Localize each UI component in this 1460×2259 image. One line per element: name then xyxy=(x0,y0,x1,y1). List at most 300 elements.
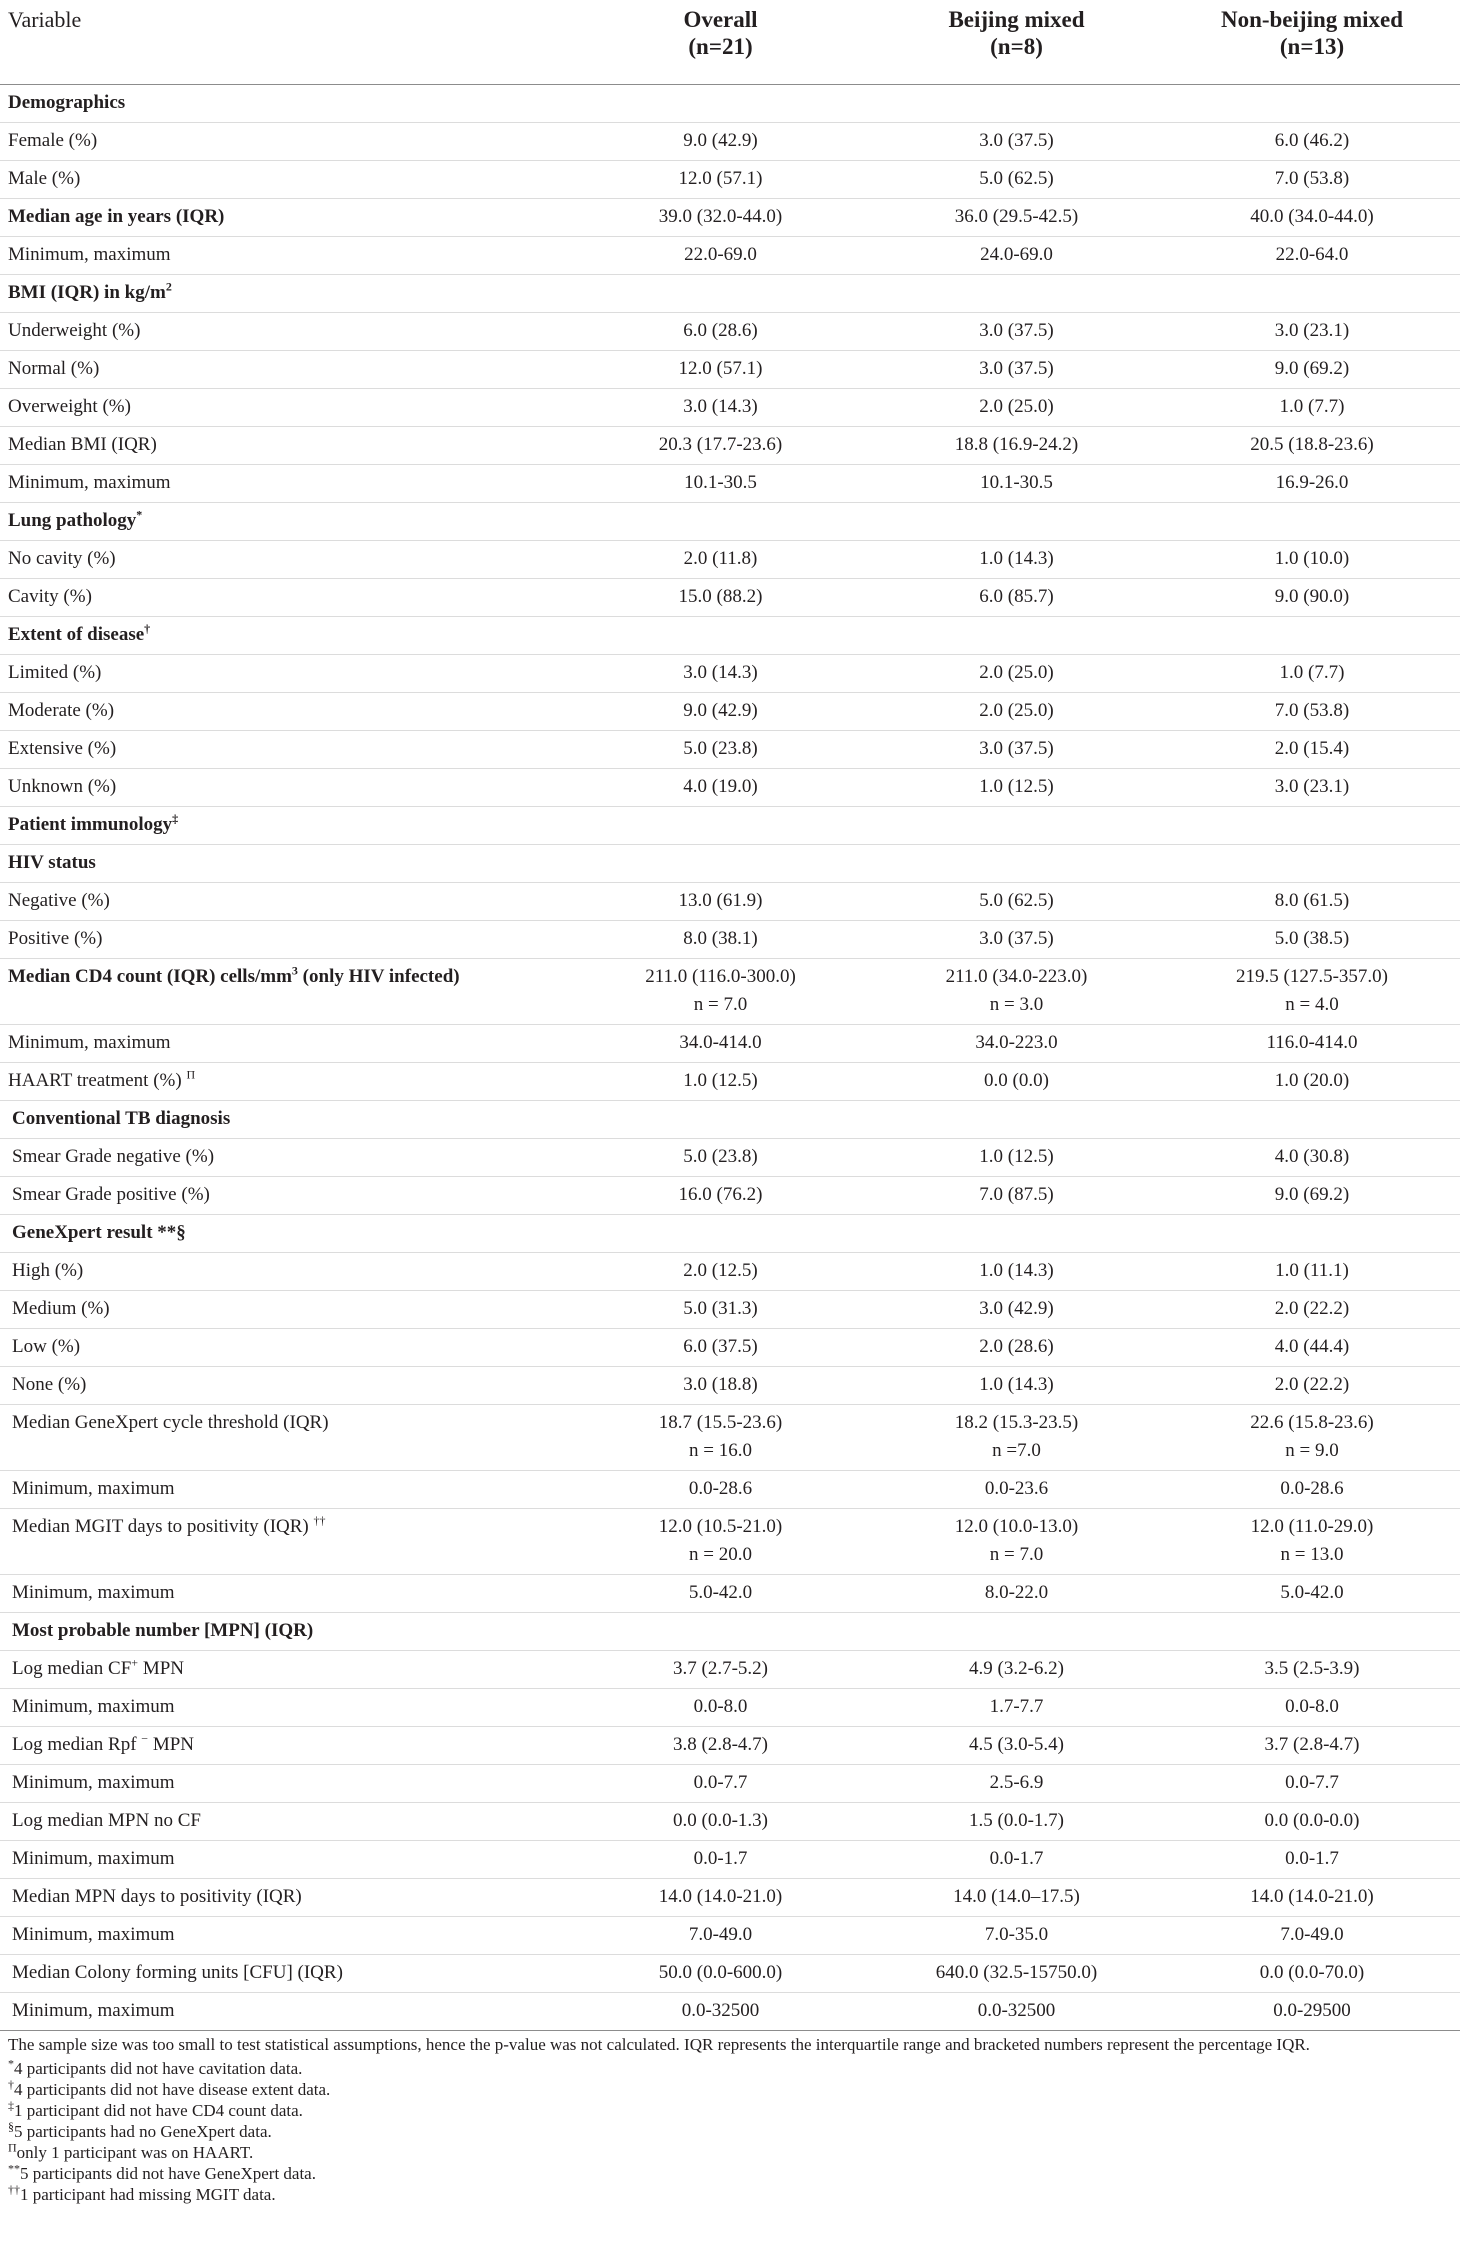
cell-value: 0.0 (0.0-0.0) xyxy=(1264,1810,1360,1831)
cell-value: 8.0-22.0 xyxy=(984,1582,1049,1603)
cell-beijing xyxy=(869,1025,1164,1063)
row-label xyxy=(0,1765,572,1803)
cell-nonbeijing xyxy=(1164,427,1460,465)
table-row xyxy=(0,1139,1460,1177)
cell-nonbeijing xyxy=(1164,1841,1460,1879)
cell-nonbeijing xyxy=(1164,1917,1460,1955)
table-row xyxy=(0,161,1460,199)
cell-value: 8.0 (61.5) xyxy=(1274,890,1350,911)
cell-overall xyxy=(572,1101,869,1139)
cell-overall xyxy=(572,541,869,579)
cell-nonbeijing xyxy=(1164,617,1460,655)
row-label xyxy=(0,731,572,769)
table-row xyxy=(0,807,1460,845)
cell-value: 0.0-8.0 xyxy=(1285,1696,1339,1717)
cell-nonbeijing xyxy=(1164,199,1460,237)
cell-overall xyxy=(572,1727,869,1765)
row-label-text: Limited (%) xyxy=(8,662,102,683)
table-row xyxy=(0,845,1460,883)
cell-value: 0.0 (0.0-70.0) xyxy=(1259,1962,1365,1983)
footnote-mark: § xyxy=(8,2119,14,2134)
cell-overall xyxy=(572,1993,869,2031)
cell-overall xyxy=(572,845,869,883)
cell-value: 0.0-7.7 xyxy=(1285,1772,1339,1793)
row-label xyxy=(0,389,572,427)
cell-nonbeijing xyxy=(1164,1101,1460,1139)
cell-nonbeijing xyxy=(1164,731,1460,769)
cell-value: 2.0 (25.0) xyxy=(979,700,1054,721)
cell-n: n = 20.0 xyxy=(689,1544,752,1565)
footnote-text: 4 participants did not have cavitation data. xyxy=(14,2059,303,2078)
cell-value: 3.0 (14.3) xyxy=(683,396,758,417)
row-label xyxy=(0,1215,572,1253)
cell-value: 0.0-1.7 xyxy=(1285,1848,1339,1869)
cell-nonbeijing xyxy=(1164,655,1460,693)
cell-value: 5.0 (62.5) xyxy=(979,168,1054,189)
cell-value: 10.1-30.5 xyxy=(684,472,757,493)
row-label-text: Minimum, maximum xyxy=(12,2000,175,2021)
cell-overall xyxy=(572,427,869,465)
cell-value: 3.0 (18.8) xyxy=(683,1374,758,1395)
cell-overall xyxy=(572,1177,869,1215)
cell-nonbeijing xyxy=(1164,275,1460,313)
table-row xyxy=(0,389,1460,427)
row-label-text: Extensive (%) xyxy=(8,738,117,759)
row-label-text: Minimum, maximum xyxy=(12,1582,175,1603)
header-overall xyxy=(572,0,869,85)
row-label-text: Median Colony forming units [CFU] (IQR) xyxy=(12,1962,343,1983)
table-row xyxy=(0,1025,1460,1063)
cell-value: 7.0 (53.8) xyxy=(1274,700,1350,721)
row-label xyxy=(0,503,572,541)
row-label xyxy=(0,1993,572,2031)
row-label xyxy=(0,1613,572,1651)
footnote-marker: 3 xyxy=(291,963,298,978)
row-label-text: Conventional TB diagnosis xyxy=(12,1108,231,1129)
table-row xyxy=(0,1101,1460,1139)
footnote-marker: 2 xyxy=(165,279,172,294)
cell-n: n = 7.0 xyxy=(693,994,748,1015)
cell-value: 9.0 (69.2) xyxy=(1274,358,1350,379)
cell-value: 22.0-64.0 xyxy=(1275,244,1349,265)
cell-value: 2.0 (22.2) xyxy=(1274,1298,1350,1319)
table-row xyxy=(0,1651,1460,1689)
cell-value: 1.0 (11.1) xyxy=(1275,1260,1349,1281)
cell-value: 12.0 (57.1) xyxy=(678,358,763,379)
cell-nonbeijing xyxy=(1164,769,1460,807)
cell-nonbeijing xyxy=(1164,503,1460,541)
cell-beijing xyxy=(869,541,1164,579)
cell-overall xyxy=(572,1329,869,1367)
cell-value: 16.9-26.0 xyxy=(1275,472,1349,493)
cell-overall xyxy=(572,1291,869,1329)
cell-nonbeijing xyxy=(1164,1765,1460,1803)
cell-nonbeijing xyxy=(1164,465,1460,503)
cell-value: 2.0 (11.8) xyxy=(683,548,758,569)
cell-value: 1.0 (20.0) xyxy=(1274,1070,1350,1091)
footnote-marker: † xyxy=(144,621,151,636)
cell-value: 50.0 (0.0-600.0) xyxy=(658,1962,783,1983)
cell-overall xyxy=(572,85,869,123)
cell-overall xyxy=(572,807,869,845)
row-label xyxy=(0,161,572,199)
cell-overall xyxy=(572,693,869,731)
cell-beijing xyxy=(869,807,1164,845)
cell-value: 18.7 (15.5-23.6) xyxy=(658,1412,783,1433)
table-row xyxy=(0,237,1460,275)
cell-value: 0.0 (0.0-1.3) xyxy=(673,1810,768,1831)
cell-nonbeijing xyxy=(1164,1575,1460,1613)
cell-nonbeijing xyxy=(1164,1139,1460,1177)
cell-value: 640.0 (32.5-15750.0) xyxy=(935,1962,1098,1983)
cell-beijing xyxy=(869,959,1164,1025)
cell-nonbeijing xyxy=(1164,237,1460,275)
cell-nonbeijing xyxy=(1164,921,1460,959)
row-label xyxy=(0,313,572,351)
cell-beijing xyxy=(869,1101,1164,1139)
row-label-text: Negative (%) xyxy=(8,890,110,911)
footnote xyxy=(8,2058,1453,2079)
cell-overall xyxy=(572,617,869,655)
cell-value: 8.0 (38.1) xyxy=(683,928,758,949)
cell-value: 0.0-23.6 xyxy=(984,1478,1049,1499)
cell-nonbeijing xyxy=(1164,883,1460,921)
cell-nonbeijing xyxy=(1164,1879,1460,1917)
cell-beijing xyxy=(869,731,1164,769)
row-label-text: GeneXpert result **§ xyxy=(12,1222,186,1243)
row-label xyxy=(0,1803,572,1841)
cell-overall xyxy=(572,389,869,427)
cell-beijing xyxy=(869,503,1164,541)
table-row xyxy=(0,693,1460,731)
footnote xyxy=(8,2034,1453,2055)
row-label xyxy=(0,237,572,275)
cell-overall xyxy=(572,1841,869,1879)
row-label-text: Minimum, maximum xyxy=(8,244,171,265)
cell-value: 0.0-28.6 xyxy=(688,1478,753,1499)
row-label-text: Female (%) xyxy=(8,130,98,151)
row-label-text: Log median Rpf xyxy=(12,1734,142,1755)
cell-overall xyxy=(572,1917,869,1955)
footnote xyxy=(8,2079,1453,2100)
footnote-text: 5 participants did not have GeneXpert data. xyxy=(20,2164,316,2183)
cell-value: 18.2 (15.3-23.5) xyxy=(954,1412,1079,1433)
cell-value: 6.0 (37.5) xyxy=(683,1336,758,1357)
row-label-text: Minimum, maximum xyxy=(12,1478,175,1499)
cell-value: 1.0 (12.5) xyxy=(683,1070,758,1091)
cell-overall xyxy=(572,883,869,921)
cell-value: 0.0-8.0 xyxy=(693,1696,748,1717)
cell-value: 7.0-49.0 xyxy=(688,1924,753,1945)
cell-value: 211.0 (34.0-223.0) xyxy=(945,966,1088,987)
cell-beijing xyxy=(869,1955,1164,1993)
cell-overall xyxy=(572,1215,869,1253)
cell-overall xyxy=(572,351,869,389)
row-label xyxy=(0,959,572,1025)
table-row xyxy=(0,1177,1460,1215)
footnote-marker: * xyxy=(136,507,143,522)
cell-value: 18.8 (16.9-24.2) xyxy=(954,434,1079,455)
table-row xyxy=(0,85,1460,123)
row-label xyxy=(0,921,572,959)
cell-nonbeijing xyxy=(1164,1689,1460,1727)
cell-beijing xyxy=(869,1575,1164,1613)
cell-value: 5.0-42.0 xyxy=(1280,1582,1344,1603)
cell-beijing xyxy=(869,1765,1164,1803)
cell-value: 4.0 (30.8) xyxy=(1274,1146,1350,1167)
cell-beijing xyxy=(869,351,1164,389)
cell-value: 9.0 (90.0) xyxy=(1274,586,1350,607)
cell-value: 16.0 (76.2) xyxy=(678,1184,763,1205)
cell-value: 22.6 (15.8-23.6) xyxy=(1250,1412,1374,1433)
table-row xyxy=(0,1727,1460,1765)
cell-overall xyxy=(572,161,869,199)
cell-value: 211.0 (116.0-300.0) xyxy=(645,966,796,987)
cell-nonbeijing xyxy=(1164,389,1460,427)
cell-value: 3.7 (2.8-4.7) xyxy=(1264,1734,1360,1755)
row-label-text: Minimum, maximum xyxy=(12,1772,175,1793)
table-row xyxy=(0,351,1460,389)
row-label xyxy=(0,1139,572,1177)
cell-nonbeijing xyxy=(1164,1177,1460,1215)
cell-overall xyxy=(572,123,869,161)
footnote-mark: Π xyxy=(8,2140,17,2155)
cell-nonbeijing xyxy=(1164,1025,1460,1063)
footnote-text: 5 participants had no GeneXpert data. xyxy=(14,2122,272,2141)
cell-beijing xyxy=(869,123,1164,161)
cell-value: 9.0 (42.9) xyxy=(683,130,758,151)
cell-value: 3.8 (2.8-4.7) xyxy=(673,1734,768,1755)
cell-value: 34.0-414.0 xyxy=(679,1032,762,1053)
cell-value: 22.0-69.0 xyxy=(684,244,757,265)
row-label-text: Minimum, maximum xyxy=(12,1696,175,1717)
cell-beijing xyxy=(869,1405,1164,1471)
table-row xyxy=(0,921,1460,959)
cell-beijing xyxy=(869,199,1164,237)
row-label xyxy=(0,883,572,921)
footnote-text: 1 participant had missing MGIT data. xyxy=(20,2185,276,2204)
cell-value: 12.0 (10.5-21.0) xyxy=(658,1516,783,1537)
table-row xyxy=(0,503,1460,541)
cell-beijing xyxy=(869,161,1164,199)
cell-value: 0.0-29500 xyxy=(1273,2000,1351,2021)
footnote-marker: − xyxy=(141,1731,149,1746)
footnote-mark: † xyxy=(8,2077,14,2092)
cell-value: 1.0 (10.0) xyxy=(1274,548,1350,569)
cell-nonbeijing xyxy=(1164,1291,1460,1329)
row-label xyxy=(0,1651,572,1689)
row-label xyxy=(0,1509,572,1575)
row-label xyxy=(0,1329,572,1367)
header-variable: Variable xyxy=(0,0,572,85)
cell-value: 12.0 (57.1) xyxy=(678,168,763,189)
cell-value: 9.0 (42.9) xyxy=(683,700,758,721)
cell-overall xyxy=(572,1689,869,1727)
cell-beijing xyxy=(869,237,1164,275)
row-label xyxy=(0,1689,572,1727)
table-row xyxy=(0,579,1460,617)
cell-nonbeijing xyxy=(1164,1405,1460,1471)
footnote-marker: †† xyxy=(313,1513,326,1528)
cell-beijing xyxy=(869,921,1164,959)
row-label xyxy=(0,1727,572,1765)
cell-nonbeijing xyxy=(1164,123,1460,161)
cell-beijing xyxy=(869,1291,1164,1329)
cell-nonbeijing xyxy=(1164,1727,1460,1765)
cell-beijing xyxy=(869,883,1164,921)
footnote-marker: Π xyxy=(186,1067,196,1082)
row-label-text: No cavity (%) xyxy=(8,548,116,569)
cell-value: 1.0 (7.7) xyxy=(1279,662,1345,683)
cell-beijing xyxy=(869,1727,1164,1765)
table-row xyxy=(0,731,1460,769)
row-label xyxy=(0,199,572,237)
cell-value: 3.0 (14.3) xyxy=(683,662,758,683)
cell-n: n = 13.0 xyxy=(1280,1544,1344,1565)
cell-value: 6.0 (85.7) xyxy=(979,586,1054,607)
row-label xyxy=(0,1253,572,1291)
cell-beijing xyxy=(869,1471,1164,1509)
cell-value: 20.5 (18.8-23.6) xyxy=(1250,434,1374,455)
footnote xyxy=(8,2163,1453,2184)
cell-overall xyxy=(572,275,869,313)
footnote-text: only 1 participant was on HAART. xyxy=(16,2143,254,2162)
cell-nonbeijing xyxy=(1164,85,1460,123)
cell-beijing xyxy=(869,1651,1164,1689)
row-label-text: Positive (%) xyxy=(8,928,103,949)
cell-value: 4.5 (3.0-5.4) xyxy=(969,1734,1064,1755)
cell-value: 0.0-1.7 xyxy=(693,1848,748,1869)
cell-value: 3.0 (23.1) xyxy=(1274,320,1350,341)
table-row xyxy=(0,541,1460,579)
header-beijing xyxy=(869,0,1164,85)
cell-overall xyxy=(572,199,869,237)
row-label xyxy=(0,1955,572,1993)
row-label xyxy=(0,1291,572,1329)
footnote-mark: * xyxy=(8,2056,14,2071)
header-nonbeijing xyxy=(1164,0,1460,85)
cell-beijing xyxy=(869,1215,1164,1253)
row-label-text: Most probable number [MPN] (IQR) xyxy=(12,1620,314,1641)
cell-value: 3.0 (37.5) xyxy=(979,358,1054,379)
cell-beijing xyxy=(869,1993,1164,2031)
cell-value: 7.0-49.0 xyxy=(1280,1924,1344,1945)
cell-value: 1.0 (14.3) xyxy=(979,1260,1054,1281)
cell-value: 1.0 (14.3) xyxy=(979,1374,1054,1395)
cell-value: 3.0 (42.9) xyxy=(979,1298,1054,1319)
row-label xyxy=(0,1367,572,1405)
row-label xyxy=(0,1841,572,1879)
header-overall-title: Overall xyxy=(683,7,758,32)
cell-overall xyxy=(572,1765,869,1803)
cell-value: 3.0 (37.5) xyxy=(979,738,1054,759)
footnote xyxy=(8,2100,1453,2121)
row-label-text: Moderate (%) xyxy=(8,700,115,721)
cell-value: 3.0 (37.5) xyxy=(979,928,1054,949)
cell-value: 2.0 (25.0) xyxy=(979,396,1054,417)
cell-beijing xyxy=(869,1177,1164,1215)
cell-nonbeijing xyxy=(1164,1651,1460,1689)
cell-value: 15.0 (88.2) xyxy=(678,586,763,607)
cell-beijing xyxy=(869,1613,1164,1651)
cell-nonbeijing xyxy=(1164,1993,1460,2031)
cell-overall xyxy=(572,1367,869,1405)
table-row xyxy=(0,1879,1460,1917)
cell-nonbeijing xyxy=(1164,1613,1460,1651)
cell-value: 1.5 (0.0-1.7) xyxy=(969,1810,1064,1831)
cell-nonbeijing xyxy=(1164,1471,1460,1509)
table-row xyxy=(0,1955,1460,1993)
footnote-text: 1 participant did not have CD4 count data. xyxy=(14,2101,303,2120)
cell-value: 12.0 (11.0-29.0) xyxy=(1250,1516,1374,1537)
table-row xyxy=(0,1575,1460,1613)
row-label-text: None (%) xyxy=(12,1374,87,1395)
cell-value: 2.0 (25.0) xyxy=(979,662,1054,683)
cell-beijing xyxy=(869,1803,1164,1841)
row-label-text: Overweight (%) xyxy=(8,396,131,417)
cell-beijing xyxy=(869,1139,1164,1177)
row-label xyxy=(0,541,572,579)
cell-overall xyxy=(572,921,869,959)
cell-overall xyxy=(572,1063,869,1101)
row-label-text: Median GeneXpert cycle threshold (IQR) xyxy=(12,1412,329,1433)
footnote-text: 4 participants did not have disease extent data. xyxy=(14,2080,331,2099)
cell-overall xyxy=(572,465,869,503)
cell-value: 7.0 (53.8) xyxy=(1274,168,1350,189)
cell-overall xyxy=(572,1405,869,1471)
cell-value: 1.0 (14.3) xyxy=(979,548,1054,569)
table-row xyxy=(0,1509,1460,1575)
cell-value: 39.0 (32.0-44.0) xyxy=(658,206,783,227)
table-row xyxy=(0,123,1460,161)
row-label-text: Median BMI (IQR) xyxy=(8,434,157,455)
row-label-text: Minimum, maximum xyxy=(8,1032,171,1053)
cell-beijing xyxy=(869,389,1164,427)
cell-value: 34.0-223.0 xyxy=(975,1032,1058,1053)
header-nonbeijing-n: (n=13) xyxy=(1279,34,1345,59)
row-label-text: Log median MPN no CF xyxy=(12,1810,201,1831)
cell-n: n =7.0 xyxy=(992,1440,1041,1461)
cell-value: 3.7 (2.7-5.2) xyxy=(673,1658,768,1679)
cell-beijing xyxy=(869,579,1164,617)
table-row xyxy=(0,883,1460,921)
cell-value: 5.0 (31.3) xyxy=(683,1298,758,1319)
table-body xyxy=(0,85,1460,2031)
header-nonbeijing-title: Non-beijing mixed xyxy=(1220,7,1404,32)
header-beijing-n: (n=8) xyxy=(990,34,1043,59)
cell-value: 0.0-28.6 xyxy=(1280,1478,1344,1499)
row-label-text: BMI (IQR) in kg/m xyxy=(8,282,166,303)
cell-n: n = 7.0 xyxy=(989,1544,1044,1565)
cell-value: 0.0-7.7 xyxy=(693,1772,748,1793)
cell-nonbeijing xyxy=(1164,313,1460,351)
table-row xyxy=(0,1689,1460,1727)
cell-beijing xyxy=(869,1253,1164,1291)
row-label-text: Median MPN days to positivity (IQR) xyxy=(12,1886,302,1907)
cell-overall xyxy=(572,1613,869,1651)
table-row xyxy=(0,1993,1460,2031)
table-row xyxy=(0,617,1460,655)
footnote-mark: ** xyxy=(8,2161,20,2176)
row-label-text: Patient immunology xyxy=(8,814,173,835)
row-label-text: Normal (%) xyxy=(8,358,100,379)
cell-beijing xyxy=(869,1367,1164,1405)
table-row xyxy=(0,199,1460,237)
row-label-text: Minimum, maximum xyxy=(12,1848,175,1869)
row-label xyxy=(0,1101,572,1139)
cell-value: 20.3 (17.7-23.6) xyxy=(658,434,783,455)
cell-value: 4.0 (44.4) xyxy=(1274,1336,1350,1357)
